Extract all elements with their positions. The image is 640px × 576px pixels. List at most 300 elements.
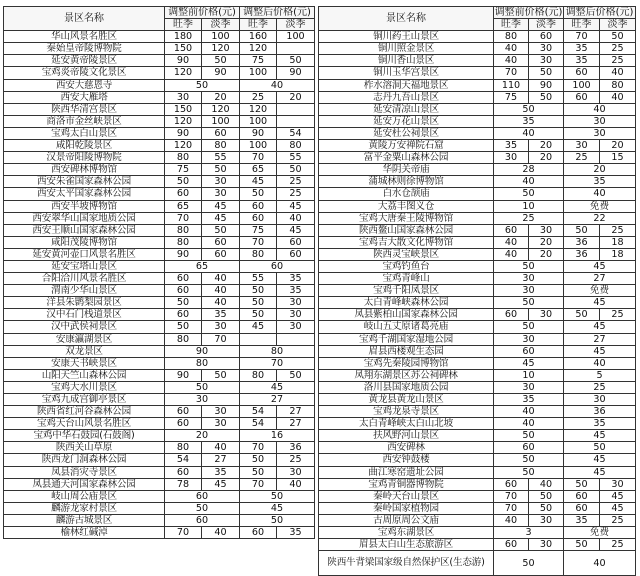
price-before-combined: 30 (494, 285, 564, 297)
scenic-spot-name: 铜川药王山景区 (319, 31, 494, 43)
table-row (319, 369, 636, 381)
price-after-combined: 22 (564, 212, 636, 224)
price-before-peak: 80 (165, 442, 202, 454)
table-row (4, 152, 315, 164)
price-after-peak: 65 (240, 164, 277, 176)
price-after-off: 25 (600, 224, 636, 236)
scenic-spot-name: 咸阳乾陵景区 (4, 140, 165, 152)
price-before-combined: 20 (165, 430, 240, 442)
price-after-off: 50 (277, 55, 315, 67)
price-before-combined: 50 (494, 466, 564, 478)
table-row (319, 91, 636, 103)
price-after-off: 80 (277, 140, 315, 152)
price-before-peak: 50 (165, 297, 202, 309)
table-row (319, 478, 636, 490)
price-after-off: 15 (600, 152, 636, 164)
scenic-spot-name: 渭南少华山景区 (4, 285, 165, 297)
price-after-peak (240, 333, 277, 345)
table-row (4, 297, 315, 309)
table-row (319, 152, 636, 164)
price-before-peak: 90 (165, 127, 202, 139)
table-row (4, 527, 315, 539)
price-after-peak: 50 (564, 309, 600, 321)
scenic-spot-name: 眉县西楼观生态园 (319, 345, 494, 357)
header-after: 调整后价格(元) (240, 7, 315, 19)
price-after-off: 30 (277, 466, 315, 478)
price-before-peak: 90 (165, 248, 202, 260)
table-row (319, 551, 636, 576)
price-after-combined: 36 (564, 406, 636, 418)
table-row (4, 248, 315, 260)
table-row (319, 31, 636, 43)
price-after-peak: 160 (240, 31, 277, 43)
header-before: 调整前价格(元) (165, 7, 240, 19)
scenic-spot-name: 西安翠华山国家地质公园 (4, 212, 165, 224)
scenic-spot-name: 岐山周公庙景区 (4, 490, 165, 502)
scenic-spot-name: 华阴关帝庙 (319, 164, 494, 176)
price-before-peak: 80 (165, 152, 202, 164)
price-after-off: 27 (277, 418, 315, 430)
header-peak: 旺季 (564, 19, 600, 31)
scenic-spot-name: 宝鸡九成宫御亭景区 (4, 394, 165, 406)
table-row (4, 79, 315, 91)
price-before-peak: 60 (165, 466, 202, 478)
price-before-combined: 50 (494, 188, 564, 200)
price-before-off: 20 (529, 152, 564, 164)
price-after-combined: 50 (240, 514, 315, 526)
table-row (4, 345, 315, 357)
table-row (319, 527, 636, 539)
price-before-combined: 50 (494, 430, 564, 442)
price-before-off: 80 (202, 140, 240, 152)
header-name: 景区名称 (4, 7, 165, 31)
header-before: 调整前价格(元) (494, 7, 563, 18)
price-after-peak: 50 (564, 478, 600, 490)
table-row (4, 406, 315, 418)
right-table-body (319, 31, 636, 576)
table-row (4, 67, 315, 79)
price-before-peak: 80 (165, 224, 202, 236)
right-price-table (318, 6, 636, 576)
scenic-spot-name: 宝鸡天台山风景名胜区 (4, 418, 165, 430)
price-after-off: 30 (277, 321, 315, 333)
price-after-combined: 20 (564, 164, 636, 176)
price-before-off: 30 (529, 224, 564, 236)
scenic-spot-name: 西安碑林 (319, 442, 494, 454)
price-before-off: 70 (202, 333, 240, 345)
price-before-peak: 54 (165, 454, 202, 466)
scenic-spot-name: 古周原周公文庙 (319, 514, 494, 526)
price-after-combined: 40 (240, 79, 315, 91)
price-after-off: 80 (600, 79, 636, 91)
price-after-off: 90 (277, 67, 315, 79)
price-after-off: 35 (277, 273, 315, 285)
price-after-combined: 45 (564, 454, 636, 466)
scenic-spot-name: 延安黄帝陵景区 (4, 55, 165, 67)
price-after-combined: 25 (564, 381, 636, 393)
price-before-peak: 60 (165, 285, 202, 297)
price-before-combined: 60 (165, 514, 240, 526)
table-row (319, 236, 636, 248)
table-row (319, 176, 636, 188)
price-after-off: 54 (277, 127, 315, 139)
table-row (4, 91, 315, 103)
table-row (319, 140, 636, 152)
table-row (4, 369, 315, 381)
table-row (319, 285, 636, 297)
price-before-off: 30 (529, 514, 564, 526)
scenic-spot-name: 西安朱雀国家森林公园 (4, 176, 165, 188)
table-row (4, 478, 315, 490)
table-row (4, 31, 315, 43)
price-before-off: 100 (202, 115, 240, 127)
price-before-peak: 40 (494, 514, 529, 526)
price-after-combined: 27 (564, 273, 636, 285)
price-before-peak: 50 (165, 321, 202, 333)
price-after-off: 55 (277, 152, 315, 164)
price-after-off: 45 (277, 224, 315, 236)
price-after-off: 40 (600, 91, 636, 103)
table-row (4, 200, 315, 212)
price-after-peak: 25 (564, 152, 600, 164)
price-after-combined: 40 (564, 188, 636, 200)
table-row (4, 333, 315, 345)
price-before-off: 40 (529, 478, 564, 490)
price-before-off: 50 (529, 490, 564, 502)
price-after-off: 45 (277, 200, 315, 212)
price-before-off: 120 (202, 103, 240, 115)
price-before-combined: 50 (494, 551, 564, 576)
scenic-spot-name: 汉景帝阳陵博物院 (4, 152, 165, 164)
table-row (319, 55, 636, 67)
price-before-off: 30 (202, 418, 240, 430)
table-row (319, 454, 636, 466)
price-before-peak: 90 (165, 369, 202, 381)
price-before-off: 30 (529, 55, 564, 67)
price-after-off: 50 (600, 31, 636, 43)
price-after-off: 35 (277, 527, 315, 539)
table-row (4, 381, 315, 393)
price-before-off: 50 (202, 55, 240, 67)
scenic-spot-name: 西安大慈恩寺 (4, 79, 165, 91)
scenic-spot-name: 陕西灵宝峡景区 (319, 248, 494, 260)
table-row (4, 115, 315, 127)
price-before-combined: 40 (494, 406, 564, 418)
price-after-off: 45 (600, 490, 636, 502)
price-after-combined: 40 (564, 103, 636, 115)
header-peak: 旺季 (494, 19, 529, 31)
price-after-combined: 40 (564, 357, 636, 369)
price-before-off: 50 (202, 369, 240, 381)
scenic-spot-name: 凤翔东湖景区苏公祠碑林 (319, 369, 494, 381)
price-after-off: 25 (600, 55, 636, 67)
table-row (319, 79, 636, 91)
scenic-spot-name: 宝鸡东湖景区 (319, 527, 494, 539)
table-row (4, 514, 315, 526)
table-row (319, 273, 636, 285)
scenic-spot-name: 柞水溶洞天福地景区 (319, 79, 494, 91)
price-after-peak: 35 (564, 43, 600, 55)
scenic-spot-name: 秦始皇帝陵博物院 (4, 43, 165, 55)
price-after-peak: 120 (240, 103, 277, 115)
price-before-peak: 80 (165, 333, 202, 345)
price-after-combined: 30 (564, 115, 636, 127)
price-after-off: 40 (277, 212, 315, 224)
header-off: 淡季 (202, 19, 240, 31)
scenic-spot-name: 麟游龙家村景区 (4, 502, 165, 514)
price-before-off: 120 (202, 43, 240, 55)
scenic-spot-name: 双龙景区 (4, 345, 165, 357)
scenic-spot-name: 西安碑林博物馆 (4, 164, 165, 176)
left-table-body (4, 31, 315, 539)
table-row (319, 164, 636, 176)
price-after-off: 50 (277, 369, 315, 381)
scenic-spot-name: 汉中武侯祠景区 (4, 321, 165, 333)
price-after-combined: 60 (240, 260, 315, 272)
table-row (4, 309, 315, 321)
scenic-spot-name: 安康瀛湖景区 (4, 333, 165, 345)
scenic-spot-name: 华山风景名胜区 (4, 31, 165, 43)
price-after-peak: 50 (240, 188, 277, 200)
price-before-combined: 40 (494, 176, 564, 188)
price-before-combined: 50 (494, 321, 564, 333)
price-before-off: 90 (529, 79, 564, 91)
price-before-combined: 3 (494, 527, 564, 539)
price-before-combined: 30 (494, 273, 564, 285)
price-after-peak: 60 (564, 490, 600, 502)
price-before-off: 40 (202, 442, 240, 454)
scenic-spot-name: 凤县通天河国家森林公园 (4, 478, 165, 490)
scenic-spot-name: 汉中石门栈道景区 (4, 309, 165, 321)
price-before-peak: 180 (165, 31, 202, 43)
price-before-peak: 150 (165, 43, 202, 55)
price-after-off: 60 (277, 248, 315, 260)
price-after-combined: 16 (240, 430, 315, 442)
header-peak: 旺季 (165, 19, 202, 31)
price-after-peak: 80 (240, 369, 277, 381)
table-row (4, 188, 315, 200)
price-after-peak: 120 (240, 43, 277, 55)
price-after-off: 35 (277, 285, 315, 297)
scenic-spot-name: 商洛市金丝峡景区 (4, 115, 165, 127)
table-row (319, 321, 636, 333)
price-after-combined: 30 (564, 394, 636, 406)
scenic-spot-name: 岐山五丈原诸葛亮庙 (319, 321, 494, 333)
price-before-peak: 120 (165, 115, 202, 127)
price-before-combined: 30 (494, 381, 564, 393)
price-after-combined: 45 (564, 466, 636, 478)
scenic-spot-name: 黄龙县黄龙山景区 (319, 394, 494, 406)
table-row (4, 127, 315, 139)
scenic-spot-name: 延安万花山景区 (319, 115, 494, 127)
price-after-peak: 35 (564, 514, 600, 526)
scenic-spot-name: 秦岭天台山景区 (319, 490, 494, 502)
price-before-combined: 40 (494, 418, 564, 430)
scenic-spot-name: 延安杜公祠景区 (319, 127, 494, 139)
price-after-off: 50 (277, 164, 315, 176)
scenic-spot-name: 洋县朱鹮梨园景区 (4, 297, 165, 309)
price-after-peak: 45 (240, 176, 277, 188)
price-after-peak: 75 (240, 55, 277, 67)
scenic-spot-name: 宝鸡千湖国家湿地公园 (319, 333, 494, 345)
price-before-peak: 40 (494, 43, 529, 55)
table-row (319, 43, 636, 55)
price-after-combined: 50 (240, 490, 315, 502)
price-before-combined: 35 (494, 115, 564, 127)
price-after-off: 36 (277, 442, 315, 454)
price-after-peak: 50 (240, 297, 277, 309)
scenic-spot-name: 陕西鳌山国家森林公园 (319, 224, 494, 236)
price-before-peak: 60 (165, 273, 202, 285)
price-after-off (277, 103, 315, 115)
scenic-spot-name: 榆林红碱淖 (4, 527, 165, 539)
price-after-combined: 27 (564, 333, 636, 345)
table-row (4, 55, 315, 67)
price-before-off: 30 (202, 176, 240, 188)
table-row (319, 188, 636, 200)
scenic-spot-name: 宝鸡大水川景区 (4, 381, 165, 393)
scenic-spot-name: 宝鸡中华石鼓园(石鼓阁) (4, 430, 165, 442)
price-before-peak: 75 (494, 91, 529, 103)
header-off: 淡季 (529, 19, 564, 31)
price-before-peak: 110 (494, 79, 529, 91)
price-after-combined: 45 (564, 260, 636, 272)
price-after-peak: 54 (240, 406, 277, 418)
table-row (4, 43, 315, 55)
price-after-combined: 免费 (564, 200, 636, 212)
price-after-peak: 50 (240, 285, 277, 297)
price-before-off: 45 (202, 200, 240, 212)
price-before-peak: 40 (494, 248, 529, 260)
price-after-combined: 5 (564, 369, 636, 381)
left-price-table (3, 6, 315, 539)
scenic-spot-name: 宝鸡吉大散文化博物馆 (319, 236, 494, 248)
price-before-peak: 60 (494, 224, 529, 236)
header-peak: 旺季 (240, 19, 277, 31)
price-before-combined: 30 (494, 333, 564, 345)
table-row (319, 297, 636, 309)
scenic-spot-name: 秦岭国家植物园 (319, 502, 494, 514)
table-row (4, 502, 315, 514)
price-before-combined: 10 (494, 369, 564, 381)
price-before-combined: 35 (494, 394, 564, 406)
price-after-off: 25 (277, 176, 315, 188)
table-row (319, 103, 636, 115)
price-after-off: 100 (277, 31, 315, 43)
price-before-off: 20 (529, 248, 564, 260)
price-before-combined: 10 (494, 200, 564, 212)
price-after-combined: 35 (564, 418, 636, 430)
price-before-combined: 28 (494, 164, 564, 176)
scenic-spot-name: 陕西关山草原 (4, 442, 165, 454)
price-before-off: 50 (529, 91, 564, 103)
price-after-off (277, 115, 315, 127)
price-before-peak: 70 (494, 502, 529, 514)
price-after-off: 27 (277, 406, 315, 418)
scenic-spot-name: 宝鸡大唐秦王陵博物馆 (319, 212, 494, 224)
scenic-spot-name: 延安宝塔山景区 (4, 260, 165, 272)
price-before-off: 35 (202, 466, 240, 478)
table-row (319, 309, 636, 321)
table-row (319, 539, 636, 551)
price-after-peak: 36 (564, 248, 600, 260)
price-before-combined: 60 (494, 345, 564, 357)
price-before-combined: 90 (165, 345, 240, 357)
scenic-spot-name: 宝鸡先秦陵园博物馆 (319, 357, 494, 369)
price-before-off: 40 (202, 527, 240, 539)
table-row (4, 236, 315, 248)
price-before-off: 60 (529, 31, 564, 43)
table-row (319, 127, 636, 139)
price-before-combined: 60 (494, 442, 564, 454)
price-before-off: 30 (202, 321, 240, 333)
scenic-spot-name: 延安清凉山景区 (319, 103, 494, 115)
table-row (4, 260, 315, 272)
price-after-peak: 60 (240, 527, 277, 539)
price-after-combined: 35 (564, 176, 636, 188)
price-after-peak: 100 (240, 115, 277, 127)
price-before-off: 30 (529, 539, 564, 551)
price-after-combined: 50 (564, 442, 636, 454)
table-row (4, 442, 315, 454)
table-row (319, 345, 636, 357)
price-before-off: 50 (202, 224, 240, 236)
price-after-combined: 45 (240, 381, 315, 393)
price-before-combined: 25 (494, 212, 564, 224)
price-before-off: 30 (529, 43, 564, 55)
price-after-peak: 75 (240, 224, 277, 236)
price-after-combined: 27 (240, 394, 315, 406)
header-off: 淡季 (277, 19, 315, 31)
scenic-spot-name: 凤县紫柏山国家森林公园 (319, 309, 494, 321)
table-row (319, 466, 636, 478)
price-after-peak: 100 (240, 140, 277, 152)
price-after-peak: 50 (240, 309, 277, 321)
scenic-spot-name: 眉县太白山生态旅游区 (319, 539, 494, 551)
scenic-spot-name: 铜川照金景区 (319, 43, 494, 55)
table-row (319, 490, 636, 502)
price-after-off: 25 (600, 539, 636, 551)
table-row (319, 406, 636, 418)
table-row (319, 212, 636, 224)
price-after-peak: 70 (240, 478, 277, 490)
price-after-off (277, 333, 315, 345)
table-row (319, 381, 636, 393)
price-after-combined: 40 (564, 551, 636, 576)
price-after-peak: 70 (240, 442, 277, 454)
price-after-peak: 35 (564, 55, 600, 67)
price-before-combined: 45 (494, 357, 564, 369)
scenic-spot-name: 洛川县国家地质公园 (319, 381, 494, 393)
price-before-off: 50 (529, 67, 564, 79)
scenic-spot-name: 铜川玉华宫景区 (319, 67, 494, 79)
price-after-combined: 免费 (564, 285, 636, 297)
price-after-combined: 45 (564, 321, 636, 333)
scenic-spot-name: 麟游古城景区 (4, 514, 165, 526)
price-before-off: 45 (202, 478, 240, 490)
scenic-spot-name: 西安大雁塔 (4, 91, 165, 103)
price-after-peak: 50 (564, 224, 600, 236)
price-after-off: 60 (277, 236, 315, 248)
price-before-combined: 30 (165, 394, 240, 406)
scenic-spot-name: 大荔丰图义仓 (319, 200, 494, 212)
table-row (4, 224, 315, 236)
table-row (319, 115, 636, 127)
price-before-peak: 90 (165, 55, 202, 67)
scenic-spot-name: 凤县消灾寺景区 (4, 466, 165, 478)
scenic-spot-name: 陕西华清宫景区 (4, 103, 165, 115)
price-after-peak: 100 (240, 67, 277, 79)
